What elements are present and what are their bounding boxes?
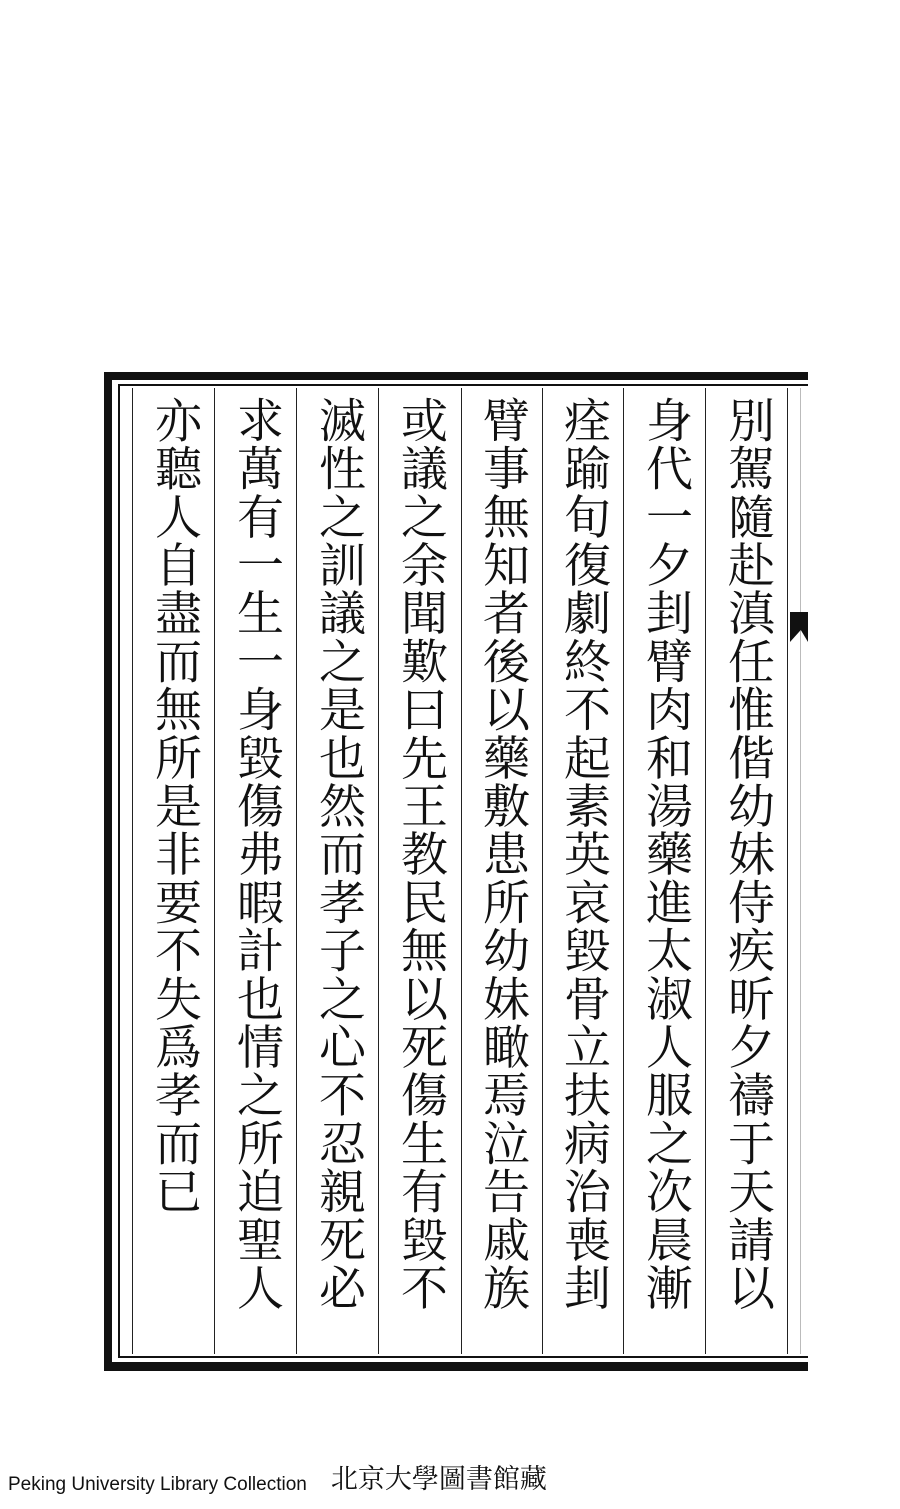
column-rule — [132, 388, 133, 1354]
frame-bottom-inner-border — [118, 1356, 808, 1358]
text-column-2: 身代一夕刲臂肉和湯藥進太淑人服之次晨漸 — [638, 396, 693, 1312]
column-rule — [705, 388, 706, 1354]
column-rule — [542, 388, 543, 1354]
frame-bottom-border — [104, 1362, 808, 1371]
column-rule — [378, 388, 379, 1354]
column-rule — [461, 388, 462, 1354]
frame-left-border — [104, 372, 112, 1371]
column-rule — [296, 388, 297, 1354]
text-column-4: 臂事無知者後以藥敷患所幼妹瞰焉泣告戚族 — [475, 396, 530, 1312]
frame-right-edge — [800, 388, 801, 1354]
text-column-1: 別駕隨赴滇任惟偕幼妹侍疾昕夕禱于天請以 — [720, 396, 775, 1312]
text-column-8: 亦聽人自盡而無所是非要不失爲孝而已 — [147, 396, 202, 1216]
frame-top-border — [112, 372, 808, 380]
text-column-3: 痊踰旬復劇終不起素英哀毀骨立扶病治喪刲 — [556, 396, 611, 1312]
text-column-5: 或議之余聞歎曰先王教民無以死傷生有毀不 — [393, 396, 448, 1312]
text-column-6: 滅性之訓議之是也然而孝子之心不忍親死必 — [311, 396, 366, 1312]
column-rule — [787, 388, 788, 1354]
text-column-7: 求萬有一生一身毀傷弗暇計也情之所迫聖人 — [229, 396, 284, 1312]
collection-footer — [8, 1464, 547, 1496]
fishtail-mark-icon — [790, 612, 808, 642]
column-rule — [214, 388, 215, 1354]
collection-label-zh: 北京大學圖書館藏 — [330, 1464, 547, 1495]
frame-left-inner-border — [118, 384, 120, 1358]
column-rule — [623, 388, 624, 1354]
collection-label-en: Peking University Library Collection — [8, 1474, 307, 1495]
frame-top-inner-border — [118, 384, 808, 386]
